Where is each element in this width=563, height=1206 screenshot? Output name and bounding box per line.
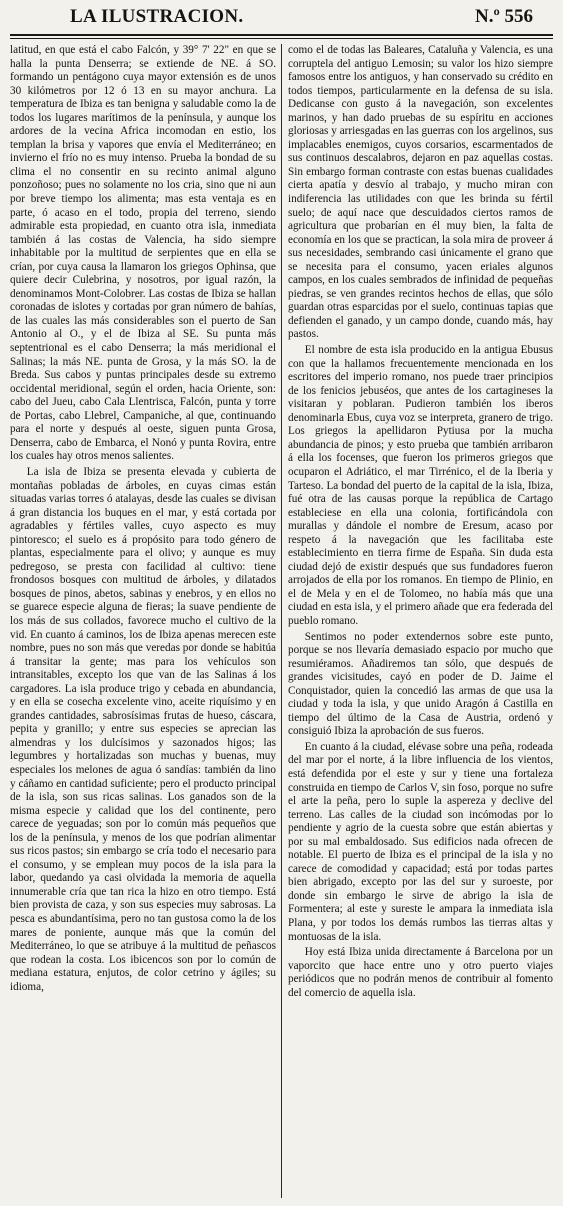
article-columns [10,44,553,1198]
paragraph: El nombre de esta isla producido en la antigua Ebusus con que la hallamos frecuentemente mencionada en los escritores del imperio romano, nos puede traer principios de los fenicios jebuséos, que antes de los cartagineses la visitaran y poblaran. Pudieron también los iberos denominarla Ebus, cuya voz se interpreta, granero de trigo. Los griegos la apellidaron Pytiusa por la mucha abundancia de pinos; y esto prueba que también arribaron á ella los focenses, que fueron los primeros griegos que ocuparon el Adriático, el mar Tirrénico, el de la Iberia y Tarteso. La bondad del puerto de la capital de la isla, Ibiza, fué otra de las causas porque la república de Cartago estableciese en ella una colonia, fortificándola con murallas y dándole el nombre de Eresum, acaso por respeto á la navegación que les facilitaba este establecimiento en tierra firme de España. Sin duda esta ciudad dejó de existir después que sus fundadores fueron arrojados de ella por los romanos. En tiempo de Plinio, en el de Mela y en el de Tolomeo, no había más que una ciudad en esta isla, y el primero añade que era federada del pueblo romano. [288,344,553,627]
left-column [10,44,281,1198]
header-rule [10,34,553,39]
publication-title: LA ILUSTRACION. [70,6,244,27]
issue-number: N.º 556 [475,6,533,27]
paragraph: La isla de Ibiza se presenta elevada y cubierta de montañas pobladas de árboles, en cuyas cimas están situadas varias torres ó atalayas, desde las cuales se divisan á gran distancia los buques en el mar, y está cortada por agradables y fértiles valles, cuyo aspecto es muy pintoresco; el suelo es á propósito para todo género de plantas, especialmente para el olivo; y aunque es muy pedregoso, se presta con facilidad al cultivo: tiene frondosos bosques con multitud de árboles, y dilatados bosques de pinos, abetos, sabinas y enebros, y en ellos no se guarece especie alguna de fieras; la suave pendiente de los más de sus collados, favorece mucho el cultivo de la vid. En cuanto á caminos, los de Ibiza apenas merecen este nombre, pues no son más que veredas por donde se habitúa á transitar la gente; mas para los vehículos son intransitables, excepto los que van de las Salinas á los cargadores. La isla produce trigo y cebada en abundancia, y en ella se cosecha excelente vino, aceite riquísimo y en grandes cantidades, sabrosísimas frutas de hueso, cáscara, pepita y granillo; y entre sus especies se aprecian las almendras y los dulcísimos y sazonados higos; las legumbres y hortalizadas son muchas y buenas, muy especiales los melones de agua ó sandías: también da lino y cáñamo en cantidad suficiente; pero el producto principal de la isla, son sus ricas salinas. Los ganados son de la misma especie y calidad que los del continente, pero carece de yeguadas; son por lo común más pequeños que los de la península, y menos de los que podrían alimentar sus ricos pastos; sin embargo se cría todo el necesario para el consumo, y se emplean muy pocos de la isla para la labor, quedando ya casi olvidada la memoria de aquella innumerable cría que tan rica la hizo en otro tiempo. Está bien provista de caza, y son sus especies muy sabrosas. La pesca es abundantísima, pero no tan gustosa como la de los mares de poniente, aunque más que la común del Mediterráneo, lo que se atribuye á la multitud de peñascos que rodean la costa. Los ibicencos son por lo común de mediana estatura, enjutos, de color cetrino y ágiles; su idioma, [10,465,276,993]
paragraph: latitud, en que está el cabo Falcón, y 39° 7' 22" en que se halla la punta Denserra; se extiende de NE. á SO. formando un pentágono cuya mayor extensión es de unos 30 kilómetros por 12 ó 13 en su mayor anchura. La temperatura de Ibiza es tan benigna y saludable como la de todos los lugares marítimos de la península, y aunque los ardores de la vecina Africa incomodan en estio, los templan la brisa y vapores que envía el Mediterráneo; en invierno el frío no es muy intenso. Prueba la bondad de su clima el no consentir en su recinto animal alguno ponzoñoso; pues no solamente no los cria, sino que ni aun por breve tiempo los alimenta; mas esta ventaja es en parte, ó acaso en el todo, propia del terreno, siendo admirable esta propiedad, en cuanto otra isla, inmediata también á las costas de Valencia, ha sido siempre inhabitable por la multitud de serpientes que en ella se crían, por cuya causa la llamaron los griegos Ophinsa, que quiere decir Culebrina, y nosotros, por igual razón, la denominamos Mont-Colobrer. Las costas de Ibiza se hallan coronadas de islotes y cortadas por gran número de bahías, de las cuales las más considerables son el puerto de San Antonio al O., y el de Ibiza al SE. Su punta más septentrional es el cabo Denserra; la más meridional el Salinas; la más NE. punta de Grosa, y la más SO. la de Breda. Sus cabos y puntas principales desde su extremo occidental meridional, según el orden, hacia Oriente, son: cabo del Jueu, cabo Cala Llentrisca, Falcón, punta y torre de Portas, cabo Llebrel, Campaniche, al que, continuando para el norte y después al oeste, siguen punta Grosa, Denserra, cabo de Embarca, el Nonó y punta Rovira, entre los cuales hay otros menos salientes. [10,44,276,463]
masthead [10,4,553,34]
right-column [282,44,553,1198]
paragraph: En cuanto á la ciudad, elévase sobre una peña, rodeada del mar por el norte, á la libre influencia de los vientos, está defendida por el este y sur y tiene una fortaleza construida en tiempo de Carlos V, sin foso, porque no sufre el arte la peña, pero lo suple la aspereza y declive del terreno. Las calles de la ciudad son incómodas por lo pendiente y agrio de la cuesta sobre que están abiertas y por su mal embaldosado. Sus edificios nada ofrecen de notable. El puerto de Ibiza es el principal de la isla y no carece de comodidad y capacidad; está por todas partes bien abrigado, excepto por las del sur y suroeste, por donde sin embargo le sirve de abrigo la isla de Formentera; al este y sureste le ampara la inmediata isla Plana, y por todos los demás rumbos las tierras altas y montuosas de la isla. [288,740,553,943]
paragraph: Hoy está Ibiza unida directamente á Barcelona por un vaporcito que hace entre uno y otro puerto viajes periódicos que no podrán menos de contribuir al fomento del comercio de aquella isla. [288,946,553,999]
paragraph: Sentimos no poder extendernos sobre este punto, porque se nos llevaría demasiado espacio por mucho que resumiéramos. Añadiremos tan sólo, que después de grandes vicisitudes, cayó en poder de D. Jaime el Conquistador, quien la concedió las armas de que usa la ciudad y toda la isla, y que unido Aragón á Castilla en tiempo del último de la Casa de Austria, ordenó y consiguió Ibiza la aprobación de sus fueros. [288,630,553,738]
paragraph: como el de todas las Baleares, Cataluña y Valencia, es una corruptela del antiguo Lemosin; su valor los hizo siempre famosos entre los antiguos, y han conservado su crédito en todos tiempos, particularmente en la defensa de su isla. Dedicanse con gusto á la navegación, son excelentes marinos, y han dado pruebas de su espíritu en acciones gloriosas y arriesgadas en las guerras con los argelinos, sus implacables enemigos, cuyos corsarios, escarmentados de sus continuos descalabros, dejaron en paz aquellas costas. Sin embargo forman contraste con estas buenas cualidades cierta apatía y desvío al trabajo, y mucho miran con indiferencia las utilidades con que les brinda su fértil suelo; de aquí nace que descuidados ciertos ramos de agricultura que probarían en él muy bien, la falta de economía en los que se practican, la sola mira de proveer á sus necesidades, sembrando casi únicamente el grano que se necesita para el consumo, yacen eriales algunos campos, en los cuales sembrados de infinidad de pequeñas piedras, se ven grandes recintos hechos de ellas, que sólo guardan otras esparcidas por el suelo, continuas tapias que defienden el ganado, y un campo donde, cuando más, hay pastos. [288,44,553,341]
